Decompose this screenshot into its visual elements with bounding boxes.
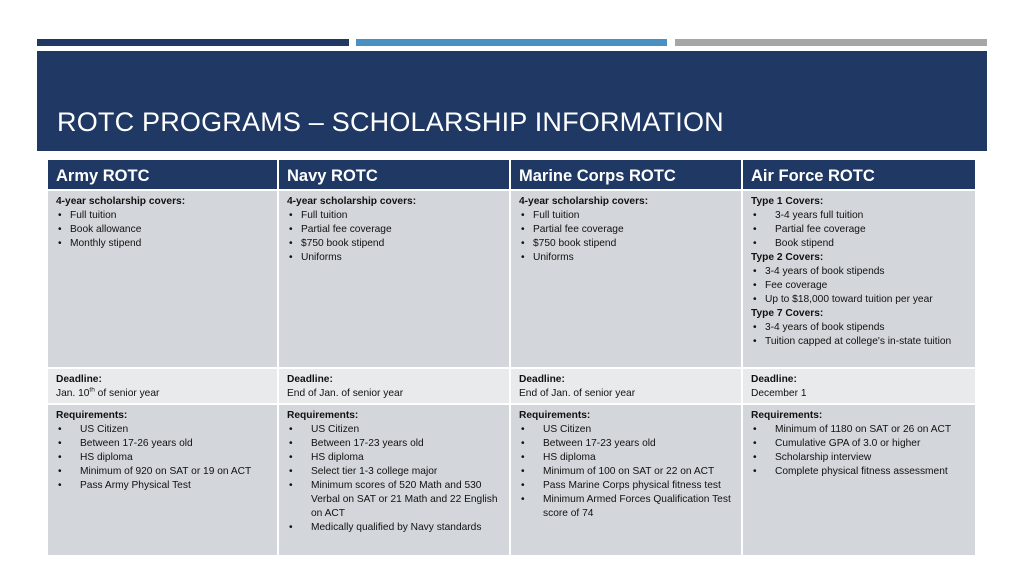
scholarship-table (48, 160, 975, 557)
list-item: • $750 book stipend (519, 237, 733, 251)
list-item: • Minimum scores of 520 Math and 530 Verbal on SAT or 21 Math and 22 English on ACT (287, 479, 501, 521)
marine-corps-requirements-cell (511, 405, 743, 557)
coverage-list (519, 209, 733, 265)
accent-bar-blue (356, 39, 667, 46)
accent-bar-gray (675, 39, 987, 46)
coverage-label: 4-year scholarship covers: (519, 196, 649, 207)
column-header-navy: Navy ROTC (279, 160, 511, 191)
list-item: • Minimum of 1180 on SAT or 26 on ACT (751, 423, 967, 437)
title-banner (37, 51, 987, 151)
coverage-list (751, 265, 967, 307)
requirements-label: Requirements: (519, 410, 591, 421)
deadline-value (56, 387, 269, 401)
coverage-label: Type 1 Covers: (751, 196, 824, 207)
deadline-value: December 1 (751, 388, 807, 399)
column-header-air-force: Air Force ROTC (743, 160, 975, 191)
list-item: • Uniforms (287, 251, 501, 265)
list-item: • Between 17-23 years old (519, 437, 733, 451)
column-header-army: Army ROTC (48, 160, 279, 191)
deadline-label: Deadline: (751, 374, 797, 385)
marine-corps-deadline-cell (511, 369, 743, 405)
marine-corps-coverage-cell (511, 191, 743, 369)
deadline-date: Jan. 10 (56, 388, 90, 399)
list-item: • Between 17-26 years old (56, 437, 269, 451)
list-item: • Scholarship interview (751, 451, 967, 465)
requirements-list (751, 423, 967, 479)
list-item: • HS diploma (287, 451, 501, 465)
list-item: • HS diploma (519, 451, 733, 465)
deadline-label: Deadline: (519, 374, 565, 385)
list-item: • HS diploma (56, 451, 269, 465)
list-item: • Uniforms (519, 251, 733, 265)
deadline-value: End of Jan. of senior year (287, 388, 404, 399)
deadline-value: End of Jan. of senior year (519, 388, 636, 399)
coverage-list (56, 209, 269, 251)
coverage-label: 4-year scholarship covers: (287, 196, 417, 207)
coverage-list (287, 209, 501, 265)
navy-requirements-cell (279, 405, 511, 557)
coverage-list (751, 209, 967, 251)
list-item: • Pass Marine Corps physical fitness test (519, 479, 733, 493)
list-item: • Partial fee coverage (519, 223, 733, 237)
air-force-requirements-cell (743, 405, 975, 557)
coverage-label: Type 7 Covers: (751, 308, 824, 319)
deadline-ordinal: th (89, 386, 95, 394)
deadline-label: Deadline: (287, 374, 333, 385)
list-item: • Partial fee coverage (751, 223, 967, 237)
list-item: • Partial fee coverage (287, 223, 501, 237)
list-item: • Full tuition (519, 209, 733, 223)
requirements-list (287, 423, 501, 535)
list-item: • Complete physical fitness assessment (751, 465, 967, 479)
coverage-label: Type 2 Covers: (751, 252, 824, 263)
list-item: • Cumulative GPA of 3.0 or higher (751, 437, 967, 451)
army-requirements-cell (48, 405, 279, 557)
list-item: • US Citizen (287, 423, 501, 437)
requirements-list (56, 423, 269, 493)
list-item: • 3-4 years of book stipends (751, 265, 967, 279)
list-item: • Minimum of 100 on SAT or 22 on ACT (519, 465, 733, 479)
air-force-coverage-cell (743, 191, 975, 369)
army-deadline-cell (48, 369, 279, 405)
deadline-suffix: of senior year (94, 388, 160, 399)
list-item: • Minimum Armed Forces Qualification Test score of 74 (519, 493, 733, 521)
army-coverage-cell (48, 191, 279, 369)
list-item: • Select tier 1-3 college major (287, 465, 501, 479)
list-item: • Book stipend (751, 237, 967, 251)
list-item: • Monthly stipend (56, 237, 269, 251)
list-item: • Tuition capped at college's in-state tuition (751, 335, 967, 349)
list-item: • Fee coverage (751, 279, 967, 293)
list-item: • Minimum of 920 on SAT or 19 on ACT (56, 465, 269, 479)
list-item: • 3-4 years full tuition (751, 209, 967, 223)
requirements-label: Requirements: (287, 410, 359, 421)
list-item: • 3-4 years of book stipends (751, 321, 967, 335)
requirements-label: Requirements: (751, 410, 823, 421)
list-item: • Book allowance (56, 223, 269, 237)
list-item: • Between 17-23 years old (287, 437, 501, 451)
coverage-label: 4-year scholarship covers: (56, 196, 186, 207)
list-item: • US Citizen (56, 423, 269, 437)
list-item: • Full tuition (56, 209, 269, 223)
air-force-deadline-cell (743, 369, 975, 405)
list-item: • Medically qualified by Navy standards (287, 521, 501, 535)
navy-coverage-cell (279, 191, 511, 369)
accent-bar-navy (37, 39, 349, 46)
coverage-list (751, 321, 967, 349)
list-item: • Pass Army Physical Test (56, 479, 269, 493)
page-title: ROTC PROGRAMS – SCHOLARSHIP INFORMATION (57, 107, 724, 137)
list-item: • Full tuition (287, 209, 501, 223)
column-header-marine-corps: Marine Corps ROTC (511, 160, 743, 191)
list-item: • US Citizen (519, 423, 733, 437)
list-item: • $750 book stipend (287, 237, 501, 251)
deadline-label: Deadline: (56, 374, 102, 385)
navy-deadline-cell (279, 369, 511, 405)
requirements-list (519, 423, 733, 521)
requirements-label: Requirements: (56, 410, 128, 421)
list-item: • Up to $18,000 toward tuition per year (751, 293, 967, 307)
